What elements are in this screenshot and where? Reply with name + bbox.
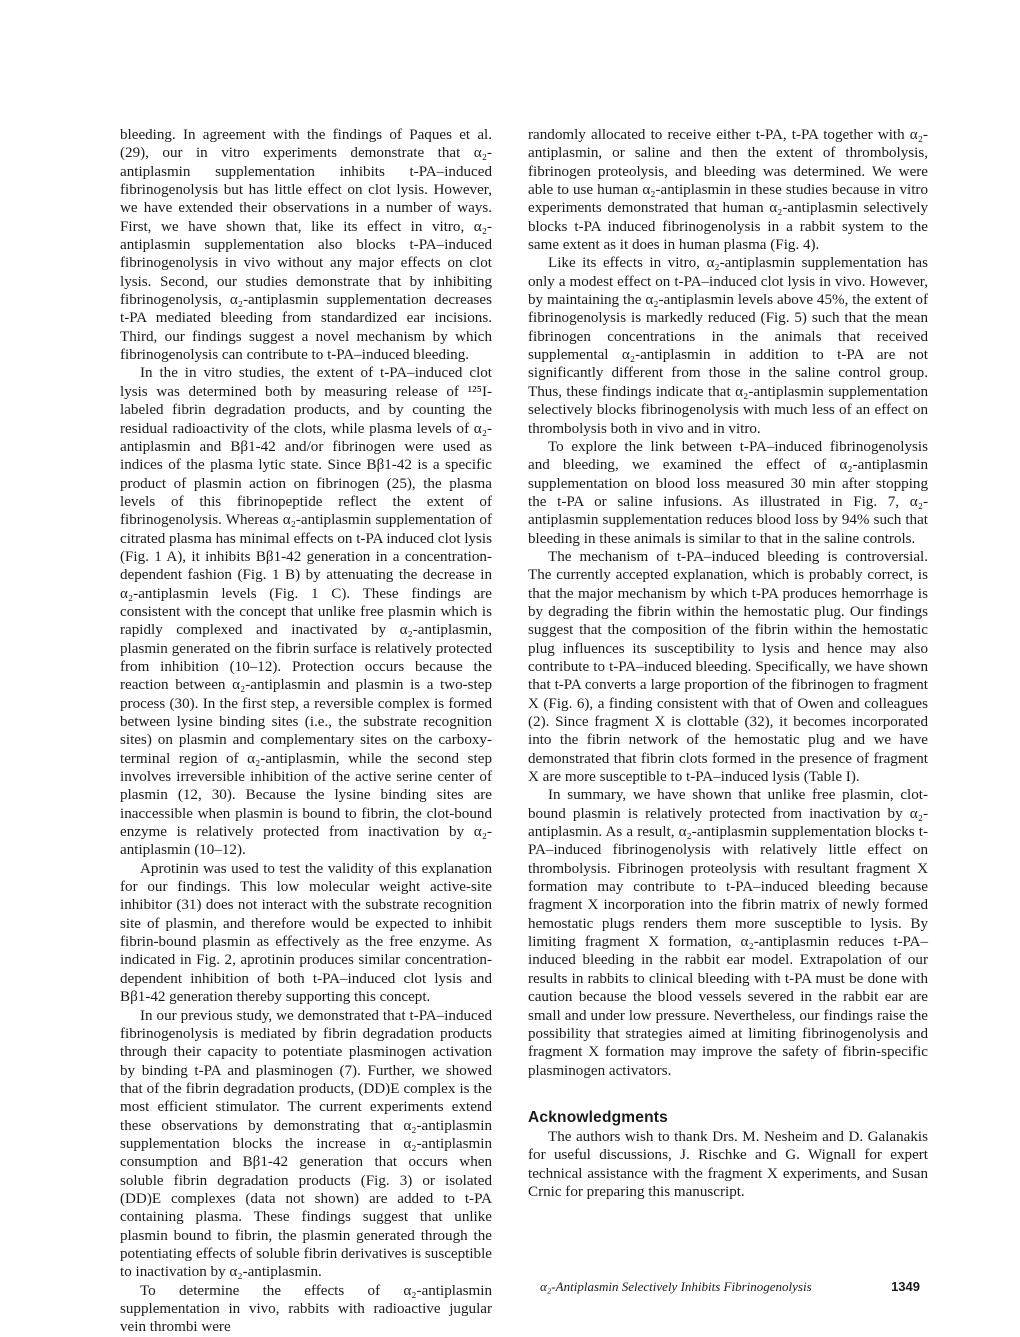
page-number: 1349 — [891, 1279, 920, 1294]
running-title: α₂-Antiplasmin Selectively Inhibits Fibrinogenolysis — [540, 1279, 812, 1294]
body-paragraph: Aprotinin was used to test the validity of this explanation for our findings. This low molecular weight active-site inhibitor (31) does not interact with the substrate recognition site of plasmin, and therefore would be expected to inhibit fibrin-bound plasmin as effectively as the free enzyme. As indicated in Fig. 2, aprotinin produces similar concentration-dependent inhibition of both t-PA–induced clot lysis and Bβ1-42 generation thereby supporting this concept. — [120, 860, 492, 1006]
body-paragraph: bleeding. In agreement with the findings of Paques et al. (29), our in vitro experiments demonstrate that α₂-antiplasmin supplementation inhibits t-PA–induced fibrinogenolysis but has little effect on clot lysis. However, we have extended their observations in a number of ways. First, we have shown that, like its effect in vitro, α₂-antiplasmin supplementation also blocks t-PA–induced fibrinogenolysis in vivo without any major effects on clot lysis. Second, our studies demonstrate that by inhibiting fibrinogenolysis, α₂-antiplasmin supplementation decreases t-PA mediated bleeding from standardized ear incisions. Third, our findings suggest a novel mechanism by which fibrinogenolysis can contribute to t-PA–induced bleeding. — [120, 127, 492, 364]
body-paragraph: To determine the effects of α₂-antiplasmin supplementation in vivo, rabbits with radioactive jugular vein thrombi were — [120, 1282, 492, 1336]
body-paragraph: Like its effects in vitro, α₂-antiplasmin supplementation has only a modest effect on t-PA–induced clot lysis in vivo. However, by maintaining the α₂-antiplasmin levels above 45%, the extent of fibrinogenolysis is markedly reduced (Fig. 5) such that the mean fibrinogen concentrations in the animals that received supplemental α₂-antiplasmin in addition to t-PA are not significantly different from those in the saline control group. Thus, these findings indicate that α₂-antiplasmin supplementation selectively blocks fibrinogenolysis with much less of an effect on thrombolysis both in vivo and in vitro. — [528, 255, 928, 437]
acknowledgments-text: The authors wish to thank Drs. M. Nesheim and D. Galanakis for useful discussions, J. Rischke and G. Wignall for expert technical assistance with the fragment X experiments, and Susan Crnic for preparing this manuscript. — [528, 1128, 928, 1200]
body-paragraph: To explore the link between t-PA–induced fibrinogenolysis and bleeding, we examined the effect of α₂-antiplasmin supplementation on blood loss measured 30 min after stopping the t-PA or saline infusions. As illustrated in Fig. 7, α₂-antiplasmin supplementation reduces blood loss by 94% such that bleeding in these animals is similar to that in the saline controls. — [528, 438, 928, 547]
right-column — [528, 126, 928, 1201]
body-paragraph: In our previous study, we demonstrated that t-PA–induced fibrinogenolysis is mediated by fibrin degradation products through their capacity to potentiate plasminogen activation by binding t-PA and plasminogen (7). Further, we showed that of the fibrin degradation products, (DD)E complex is the most efficient stimulator. The current experiments extend these observations by demonstrating that α₂-antiplasmin supplementation blocks the increase in α₂-antiplasmin consumption and Bβ1-42 generation that occurs when soluble fibrin degradation products (Fig. 3) or isolated (DD)E complexes (data not shown) are added to t-PA containing plasma. These findings suggest that unlike plasmin bound to fibrin, the plasmin generated through the potentiating effects of soluble fibrin derivatives is susceptible to inactivation by α₂-antiplasmin. — [120, 1007, 492, 1281]
body-paragraph: randomly allocated to receive either t-PA, t-PA together with α₂-antiplasmin, or saline and then the extent of thrombolysis, fibrinogen proteolysis, and bleeding was determined. We were able to use human α₂-antiplasmin in these studies because in vitro experiments demonstrated that human α₂-antiplasmin selectively blocks t-PA induced fibrinogenolysis in a rabbit system to the same extent as it does in human plasma (Fig. 4). — [528, 127, 928, 254]
page-footer — [540, 1279, 920, 1295]
body-paragraph: In summary, we have shown that unlike free plasmin, clot-bound plasmin is relatively protected from inactivation by α₂-antiplasmin. As a result, α₂-antiplasmin supplementation blocks t-PA–induced fibrinogenolysis with relatively little effect on thrombolysis. Fibrinogen proteolysis with resultant fragment X formation may contribute to t-PA–induced bleeding because fragment X incorporation into the fibrin matrix of newly formed hemostatic plugs renders them more susceptible to lysis. By limiting fragment X formation, α₂-antiplasmin reduces t-PA–induced bleeding in the rabbit ear model. Extrapolation of our results in rabbits to clinical bleeding with t-PA must be done with caution because the blood vessels severed in the rabbit ear are small and under low pressure. Nevertheless, our findings raise the possibility that strategies aimed at limiting fibrinogenolysis and fragment X formation may improve the safety of fibrin-specific plasminogen activators. — [528, 787, 928, 1079]
left-column — [120, 126, 492, 1337]
body-paragraph: In the in vitro studies, the extent of t-PA–induced clot lysis was determined both by measuring release of ¹²⁵I-labeled fibrin degradation products, and by counting the residual radioactivity of the clots, while plasma levels of α₂-antiplasmin and Bβ1-42 and/or fibrinogen were used as indices of the plasma lytic state. Since Bβ1-42 is a specific product of plasmin action on fibrinogen (25), the plasma levels of this fibrinopeptide reflect the extent of fibrinogenolysis. Whereas α₂-antiplasmin supplementation of citrated plasma has minimal effects on t-PA induced clot lysis (Fig. 1 A), it inhibits Bβ1-42 generation in a concentration-dependent fashion (Fig. 1 B) by attenuating the decrease in α₂-antiplasmin levels (Fig. 1 C). These findings are consistent with the concept that unlike free plasmin which is rapidly complexed and inactivated by α₂-antiplasmin, plasmin generated on the fibrin surface is relatively protected from inhibition (10–12). Protection occurs because the reaction between α₂-antiplasmin and plasmin is a two-step process (30). In the first step, a reversible complex is formed between lysine binding sites (i.e., the substrate recognition sites) on plasmin and complementary sites on the carboxy-terminal region of α₂-antiplasmin, while the second step involves irreversible inhibition of the active serine center of plasmin (12, 30). Because the lysine binding sites are inaccessible when plasmin is bound to fibrin, the clot-bound enzyme is relatively protected from inactivation by α₂-antiplasmin (10–12). — [120, 365, 492, 859]
acknowledgments-heading: Acknowledgments — [528, 1108, 668, 1126]
body-paragraph: The mechanism of t-PA–induced bleeding is controversial. The currently accepted explanation, which is probably correct, is that the major mechanism by which t-PA produces hemorrhage is by degrading the fibrin within the hemostatic plug. Our findings suggest that the composition of the fibrin within the hemostatic plug influences its susceptibility to lysis and hence may also contribute to t-PA–induced bleeding. Specifically, we have shown that t-PA converts a large proportion of the fibrinogen to fragment X (Fig. 6), a finding consistent with that of Owen and colleagues (2). Since fragment X is clottable (32), it becomes incorporated into the fibrin network of the hemostatic plug and we have demonstrated that fibrin clots formed in the presence of fragment X are more susceptible to t-PA–induced lysis (Table I). — [528, 548, 928, 786]
